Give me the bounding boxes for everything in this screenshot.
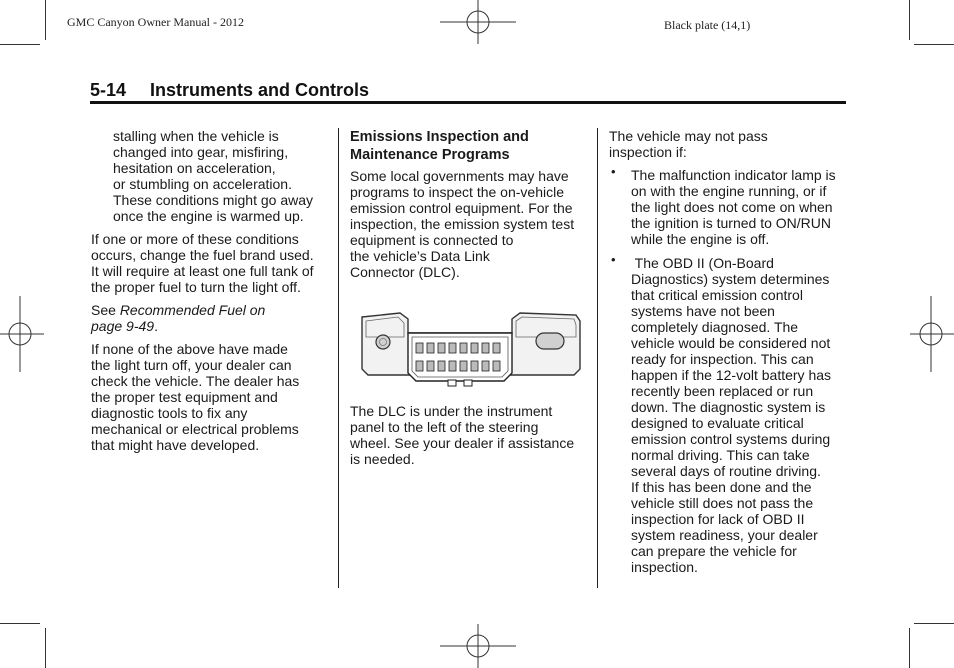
list-item: • The malfunction indicator lamp is on with the engine running, or if the light does not come on when the ignition is turned to ON/RUN while the engine is off. — [611, 164, 836, 247]
reference-link[interactable]: Recommended Fuel on — [119, 302, 266, 318]
crop-mark — [45, 0, 46, 40]
crop-mark — [909, 0, 910, 40]
dlc-connector-icon — [360, 311, 582, 389]
list-item: • The OBD II (On-Board Diagnostics) system determines that critical emission control systems have not been completely diagnosed. The vehicle would be considered not ready for inspection. This can happen if the 12-volt battery has recently been replaced or run down. The diagnostic system is designed to evaluate critical emission control systems during normal driving. This can take several days of routine driving. If this has been done and the vehicle still does not pass the inspection for lack of OBD II system readiness, your dealer can prepare the vehicle for inspection. — [611, 252, 832, 575]
paragraph-intro: The vehicle may not pass inspection if: — [609, 128, 768, 160]
cross-reference: See Recommended Fuel on page 9-49. — [91, 302, 266, 334]
page-heading — [90, 80, 369, 101]
plate-label: Black plate (14,1) — [664, 18, 751, 32]
section-subheading: Emissions Inspection and Maintenance Programs — [350, 129, 529, 163]
crop-mark — [914, 623, 954, 624]
paragraph-emissions: Some local governments may have programs to inspect the on-vehicle emission control equipment. For the inspection, the emission system test equipment is connected to the vehicle’s Data Link Connector (DLC). — [350, 168, 575, 280]
column-2 — [350, 128, 590, 287]
registration-mark-left-icon — [0, 296, 44, 372]
column-2-lower — [350, 403, 590, 474]
paragraph-dealer: If none of the above have made the light turn off, your dealer can check the vehicle. The dealer has the proper test equipment and diagnostic tools to fix any mechanical or electrical problems that might have developed. — [91, 341, 300, 453]
crop-mark — [0, 44, 40, 45]
column-divider — [338, 128, 339, 588]
reference-link-page[interactable]: page 9-49 — [91, 318, 155, 334]
crop-mark — [914, 44, 954, 45]
bullet-icon: • — [611, 164, 616, 179]
crop-mark — [0, 623, 40, 624]
manual-title: GMC Canyon Owner Manual - 2012 — [67, 15, 244, 29]
paragraph-fuel-brand: If one or more of these conditions occurs, change the fuel brand used. It will require at least one full tank of the proper fuel to turn the light off. — [91, 231, 314, 295]
indented-paragraph: stalling when the vehicle is changed into gear, misfiring, hesitation on acceleration, or stumbling on acceleration. These conditions might go away once the engine is warmed up. — [113, 128, 313, 224]
registration-mark-top-icon — [440, 0, 516, 44]
column-3 — [609, 128, 854, 583]
page-number: 5-14 — [90, 80, 127, 100]
paragraph-dlc-location: The DLC is under the instrument panel to the left of the steering wheel. See your dealer if assistance is needed. — [350, 403, 575, 467]
registration-mark-right-icon — [910, 296, 954, 372]
column-1 — [91, 128, 331, 460]
crop-mark — [909, 628, 910, 668]
registration-mark-bottom-icon — [440, 624, 516, 668]
section-title: Instruments and Controls — [150, 80, 370, 100]
heading-rule — [90, 101, 846, 104]
bullet-icon: • — [611, 252, 616, 267]
crop-mark — [45, 628, 46, 668]
column-divider — [597, 128, 598, 588]
